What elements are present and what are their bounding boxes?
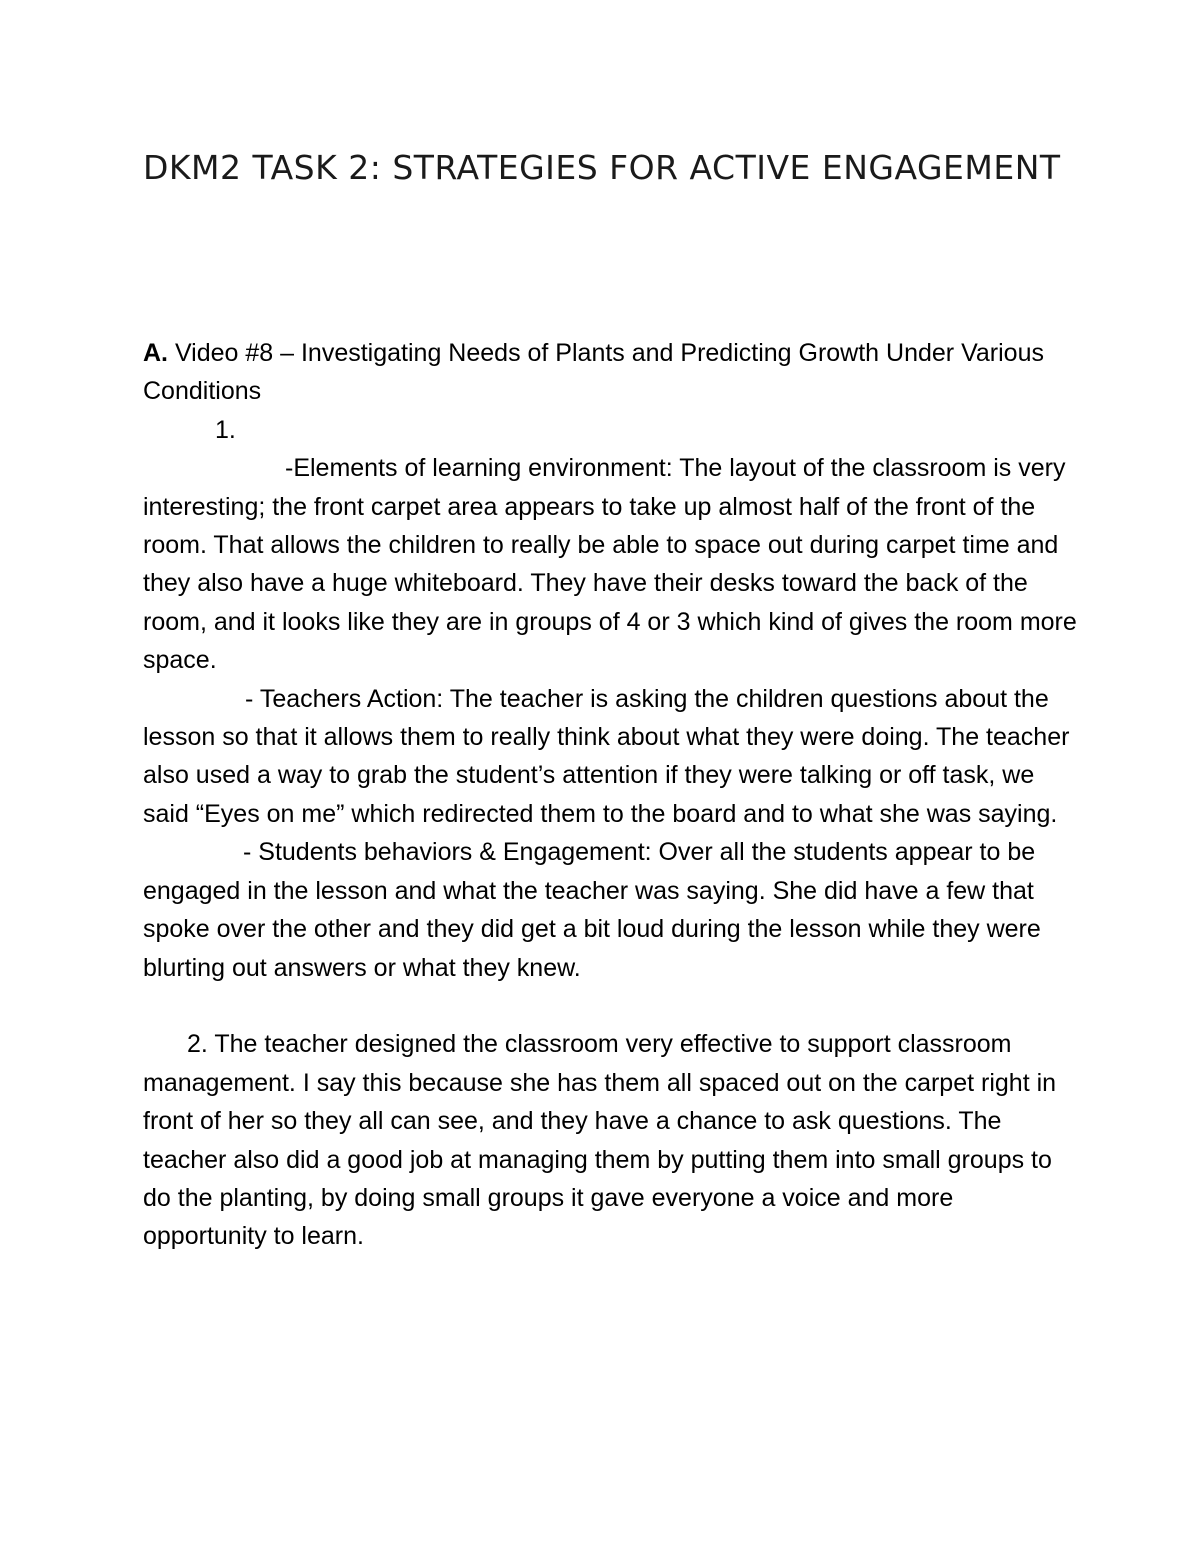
section-label: A. [143, 339, 168, 367]
item-2-paragraph: 2. The teacher designed the classroom very effective to support classroom management. I say this because she has them all spaced out on the carpet right in front of her so they all can see, and they have a chance to ask questions. The teacher also did a good job at managing them by putting them into small groups to do the planting, by doing small groups it gave everyone a voice and more opportunity to learn. [143, 1030, 1057, 1251]
item-1-students-behaviors-paragraph: - Students behaviors & Engagement: Over all the students appear to be engaged in the lesson and what the teacher was saying. She did have a few that spoke over the other and they did get a bit loud during the lesson while they were blurting out answers or what they knew. [143, 838, 1041, 982]
item-1-teachers-action-paragraph: - Teachers Action: The teacher is asking the children questions about the lesson so that it allows them to really think about what they were doing. The teacher also used a way to grab the student’s attention if they were talking or off task, we said “Eyes on me” which redirected them to the board and to what she was saying. [143, 684, 1070, 828]
section-heading [143, 334, 1078, 411]
paragraph-spacer [143, 987, 1078, 1025]
section-heading-text: Video #8 – Investigating Needs of Plants and Predicting Growth Under Various Conditions [143, 339, 1044, 406]
document-title: DKM2 TASK 2: STRATEGIES FOR ACTIVE ENGAGEMENT [143, 148, 1061, 187]
item-1-elements-paragraph: -Elements of learning environment: The layout of the classroom is very interesting; the front carpet area appears to take up almost half of the front of the room. That allows the children to really be able to space out during carpet time and they also have a huge whiteboard. They have their desks toward the back of the room, and it looks like they are in groups of 4 or 3 which kind of gives the room more space. [143, 454, 1077, 675]
document-body [143, 334, 1078, 1256]
item-1-number: 1. [215, 415, 236, 444]
